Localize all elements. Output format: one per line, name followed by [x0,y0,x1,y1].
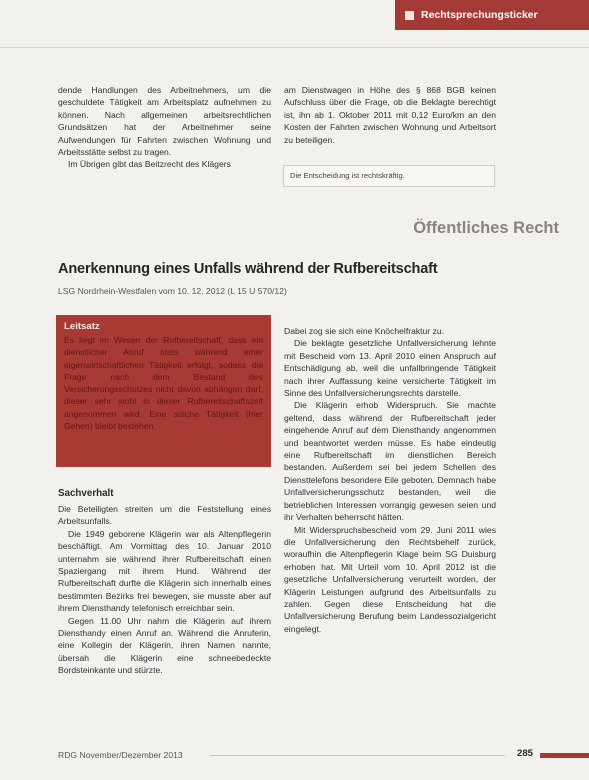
paragraph: Im Übrigen gibt das Beitzrecht des Klägers [68,159,231,170]
article-column-right [284,325,496,635]
footer-accent-bar [540,753,589,758]
sachverhalt-heading: Sachverhalt [58,488,114,499]
continuation-column-left [58,84,271,171]
footer-divider [210,755,505,756]
leitsatz-heading: Leitsatz [64,321,100,332]
article-citation: LSG Nordrhein-Westfalen vom 10. 12. 2012 (L 15 U 570/12) [58,286,287,296]
article-column-left [58,503,271,677]
top-divider [0,47,589,48]
page-number: 285 [517,748,534,759]
paragraph: Gegen 11.00 Uhr nahm die Klägerin auf ihrem Diensthandy einen Anruf an. Während die Anruferin, eine Kollegin der Klägerin, ihren Namen nannte, übersah die Klägerin eine schneebedeckte Bordsteinkante und stürzte. [58,615,271,676]
paragraph: am Dienstwagen in Höhe des § 868 BGB keinen Aufschluss über die Frage, ob die Beklagte berechtigt ist, ihn ab 1. Oktober 2011 mit 0,12 Euro/km an den Kosten der Fahrten zwischen Wohnung und Arbeitsort zu beteiligen. [284,85,496,145]
paragraph: Dabei zog sie sich eine Knöchelfraktur zu. [284,326,445,336]
paragraph: Mit Widerspruchsbescheid vom 29. Juni 2011 wies die Unfallversicherung den Rechtsbehelf zurück, woraufhin die Altenpflegerin Klage beim SG Duisburg erhoben hat. Mit Urteil vom 10. April 2012 ist die gesetzliche Unfallversicherung verurteilt worden, der Klägerin Leistungen aufgrund des Arbeitsunfalls zu zahlen. Gegen diese Entscheidung hat die Unfallversicherung Berufung beim Landessozialgericht eingelegt. [284,524,496,634]
footer-issue: RDG November/Dezember 2013 [58,750,183,760]
notice-box: Die Entscheidung ist rechtskräftig. [283,165,495,187]
leitsatz-box [56,315,271,467]
square-icon [405,11,414,20]
paragraph: Die beklagte gesetzliche Unfallversicherung lehnte mit Bescheid vom 13. April 2010 einen Anspruch auf Entschädigung ab, weil die unfallbringende Tätigkeit nach ihrer Auffassung keine versicherte Tätigkeit im Sinne des Unfallversicherungsrechts darstelle. [284,338,496,399]
paragraph: dende Handlungen des Arbeitnehmers, um die geschuldete Tätigkeit am Arbeitsplatz aufnehmen zu können. Nach allgemeinen arbeitsrechtlichen Grundsätzen hat der Arbeitnehmer seine Aufwendungen für Fahrten zwischen Wohnung und Arbeitsstätte selbst zu tragen. [58,85,271,158]
section-header-bar [395,0,589,30]
paragraph: Die Klägerin erhob Widerspruch. Sie machte geltend, dass während der Rufbereitschaft jeder eingehende Anruf auf dem Diensthandy angenommen und beantwortet werden müsse. Es habe eindeutig eine Rufbereitschaft im dienstlichen Bereich bestanden. Außerdem sei bei jedem Schellen des Diensttelefons besondere Eile geboten. Demnach habe Unfallversicherungsschutz bestanden, weil die betrieblichen Interessen vorrangig gewesen seien und ihr Verhalten beherrscht hätten. [284,400,496,523]
section-title: Öffentliches Recht [413,219,559,237]
paragraph: Die Beteiligten streiten um die Feststellung eines Arbeitsunfalls. [58,504,271,527]
article-title: Anerkennung eines Unfalls während der Rufbereitschaft [58,261,438,277]
paragraph: Die 1949 geborene Klägerin war als Altenpflegerin beschäftigt. Am Vormittag des 10. Januar 2010 unternahm sie während ihrer Rufbereitschaft einen Spaziergang mit ihrem Hund. Während der Rufbereitschaft durfte die Klägerin sich innerhalb eines bestimmten Bezirks frei bewegen, sie musste aber auf ihrem Diensthandy telefonisch erreichbar sein. [58,528,271,614]
leitsatz-text: Es liegt im Wesen der Rufbereitschaft, dass ein dienstlicher Anruf stets während einer eigenwirtschaftlichen Tätigkeit erfolgt, sodass die Frage nach dem Bestand des Versicherungsschutzes nicht davon abhängen darf, dieser sehr wohl in dieser Rufbereitschaftszeit angenommen wird. Eine solche Tätigkeit (hier Gehen) bleibt bestehen. [64,335,263,432]
section-header-label: Rechtsprechungsticker [421,9,538,21]
continuation-column-right [284,84,496,146]
